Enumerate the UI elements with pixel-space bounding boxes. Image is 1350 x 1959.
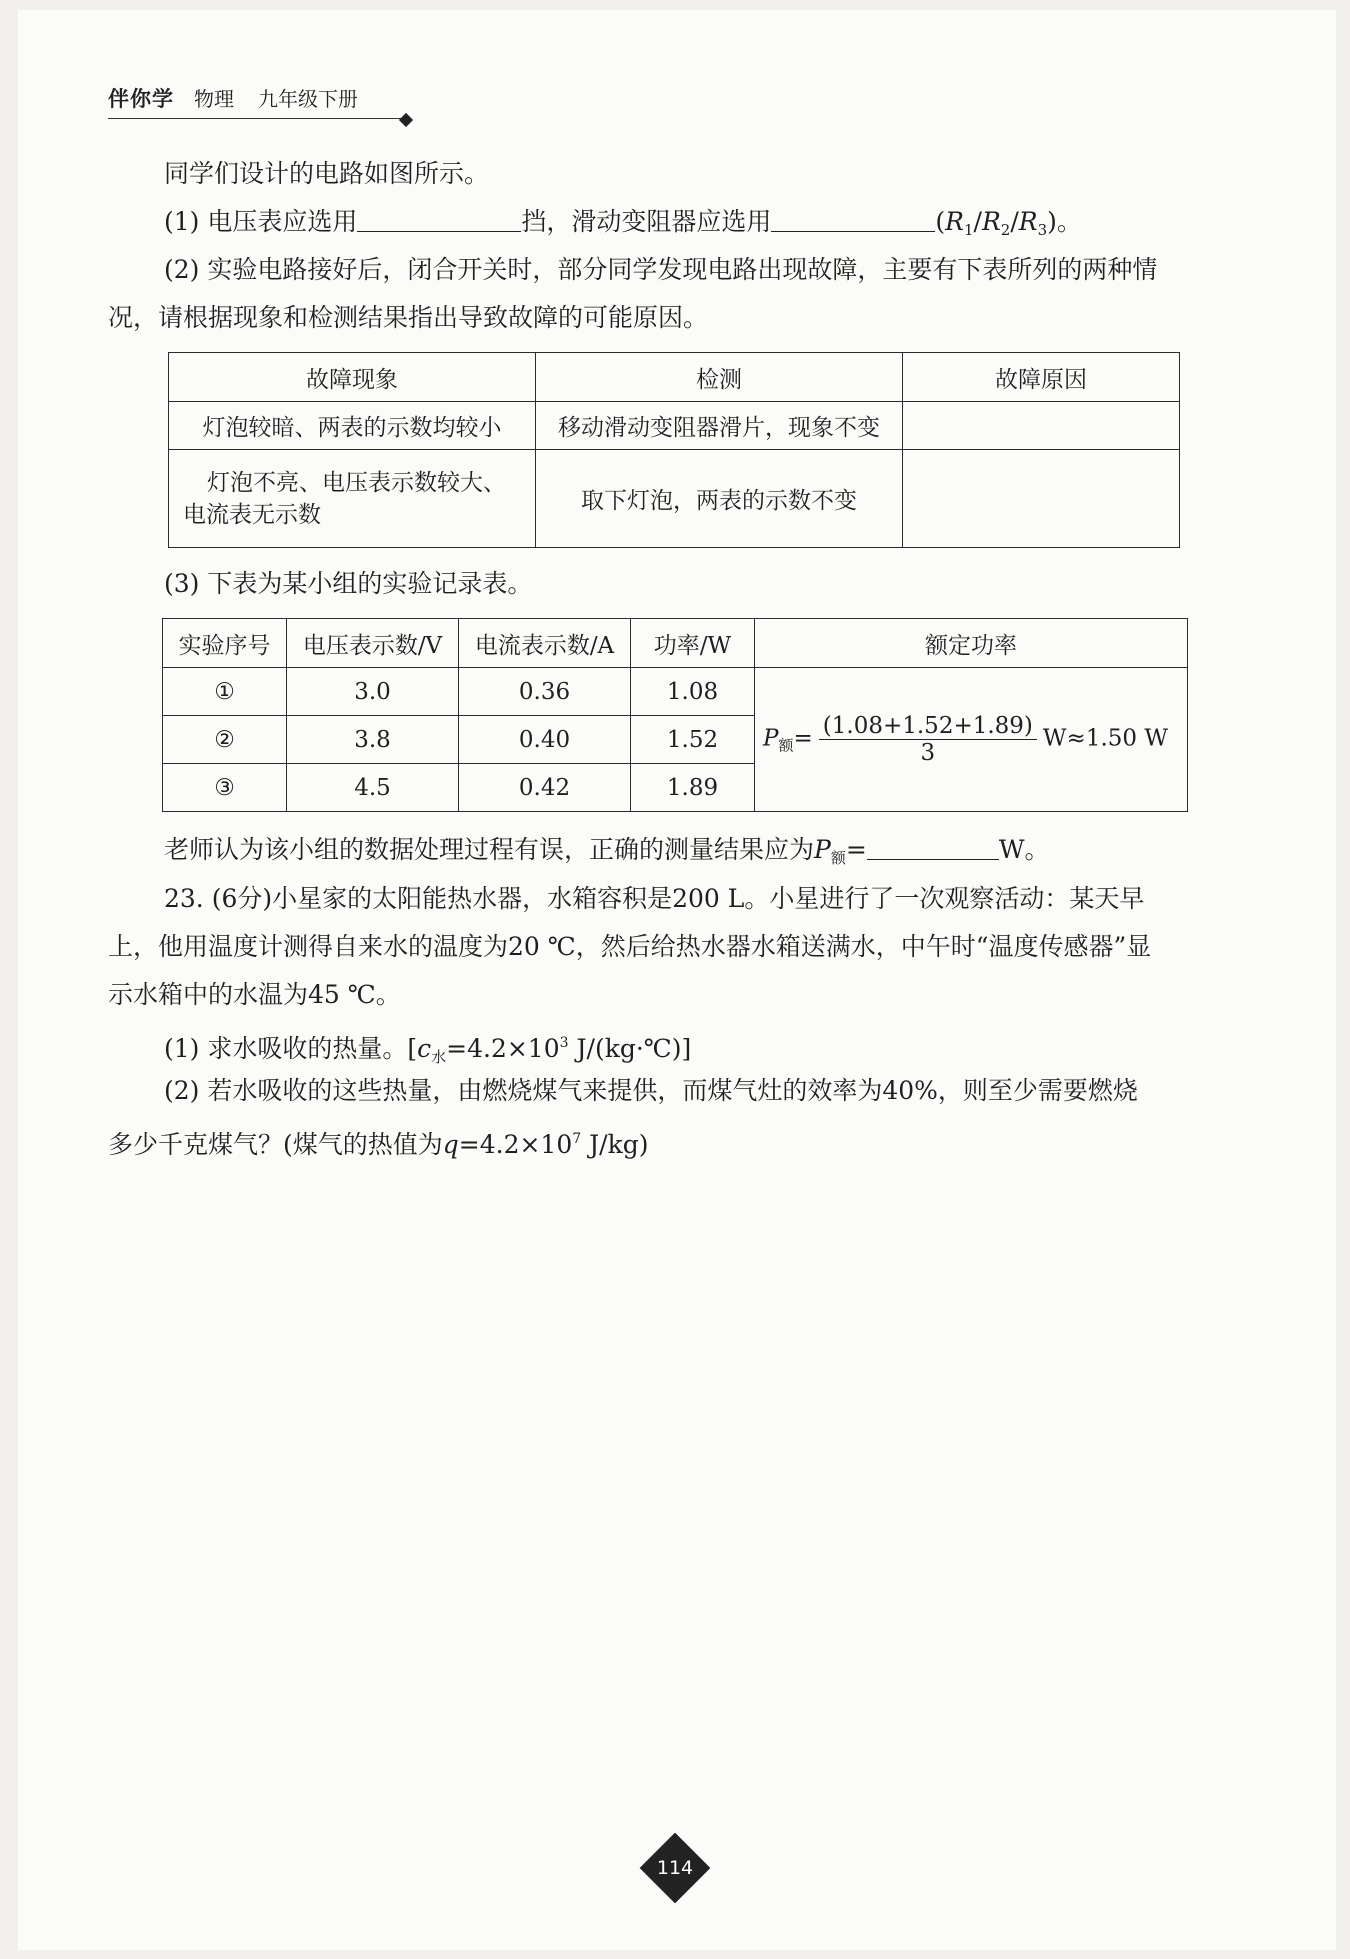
- question-3-2-line-1: (2) 实验电路接好后，闭合开关时，部分同学发现电路出现故障，主要有下表所列的两种情: [164, 255, 1158, 284]
- fault-check-2: 取下灯泡，两表的示数不变: [536, 450, 903, 548]
- fault-header-phenomenon: 故障现象: [169, 353, 536, 402]
- record-header-voltage: 电压表示数/V: [287, 619, 459, 668]
- rheostat-choice-blank[interactable]: [771, 207, 935, 232]
- record-voltage-1: 3.0: [287, 668, 459, 716]
- question-3-2-line-2: 况，请根据现象和检测结果指出导致故障的可能原因。: [108, 303, 709, 332]
- page-number: 114: [656, 1857, 694, 1879]
- intro-text: 同学们设计的电路如图所示。: [164, 159, 490, 188]
- record-header-power: 功率/W: [631, 619, 755, 668]
- table-row: [169, 402, 1180, 450]
- teacher-comment: 老师认为该小组的数据处理过程有误，正确的测量结果应为$P_额= W$。: [164, 835, 1050, 867]
- table-row: [163, 668, 1188, 716]
- running-header: [108, 84, 403, 119]
- fault-header-cause: 故障原因: [903, 353, 1180, 402]
- header-grade: 九年级下册: [258, 87, 358, 111]
- record-table: [162, 618, 1188, 812]
- rated-power-answer-blank[interactable]: [867, 835, 999, 860]
- question-3-3: (3) 下表为某小组的实验记录表。: [164, 569, 533, 598]
- fault-table: [168, 352, 1180, 548]
- rated-power-formula: $P_额=$ $\frac{(1.08+1.52+1.89)}{3}$ W≈1.50 W: [755, 668, 1188, 812]
- record-header-current: 电流表示数/A: [459, 619, 631, 668]
- record-trial-3: ③: [163, 764, 287, 812]
- page-number-badge: [640, 1833, 711, 1904]
- question-23-line-3: 示水箱中的水温为45 ℃。: [108, 980, 401, 1009]
- record-power-2: 1.52: [631, 716, 755, 764]
- question-3-1: (1) 电压表应选用 挡，滑动变阻器应选用 $(R_1/R_2/R_3)$。: [164, 207, 1082, 239]
- table-row: [169, 450, 1180, 548]
- record-current-2: 0.40: [459, 716, 631, 764]
- fault-phenomenon-1: 灯泡较暗、两表的示数均较小: [169, 402, 536, 450]
- record-power-3: 1.89: [631, 764, 755, 812]
- question-23-2-line-2: 多少千克煤气？(煤气的热值为$q=4.2\times 10^7$ J/kg): [108, 1130, 649, 1159]
- record-voltage-3: 4.5: [287, 764, 459, 812]
- record-current-1: 0.36: [459, 668, 631, 716]
- record-trial-2: ②: [163, 716, 287, 764]
- question-23-line-2: 上，他用温度计测得自来水的温度为20 ℃，然后给热水器水箱送满水，中午时“温度传感器”显: [108, 932, 1152, 961]
- record-power-1: 1.08: [631, 668, 755, 716]
- fault-cause-2-answer[interactable]: [903, 450, 1180, 548]
- voltmeter-range-blank[interactable]: [357, 207, 521, 232]
- question-23-1: (1) 求水吸收的热量。[$c_水=4.2\times 10^3$ J/(kg·℃)]: [164, 1034, 692, 1066]
- record-header-rated-power: 额定功率: [755, 619, 1188, 668]
- rated-power-fraction: $\frac{(1.08+1.52+1.89)}{3}$: [819, 713, 1037, 766]
- fault-check-1: 移动滑动变阻器滑片，现象不变: [536, 402, 903, 450]
- question-23-2-line-1: (2) 若水吸收的这些热量，由燃烧煤气来提供，而煤气灶的效率为40%，则至少需要燃烧: [164, 1076, 1138, 1105]
- fault-header-check: 检测: [536, 353, 903, 402]
- question-23-line-1: 23. (6分)小星家的太阳能热水器，水箱容积是200 L。小星进行了一次观察活动：某天早: [164, 884, 1145, 913]
- record-voltage-2: 3.8: [287, 716, 459, 764]
- header-subject: 物理: [194, 87, 234, 111]
- header-brand: 伴你学: [108, 87, 174, 111]
- record-trial-1: ①: [163, 668, 287, 716]
- record-current-3: 0.42: [459, 764, 631, 812]
- fault-table-header: [169, 353, 1180, 402]
- record-table-header: [163, 619, 1188, 668]
- fault-cause-1-answer[interactable]: [903, 402, 1180, 450]
- fault-phenomenon-2: 灯泡不亮、电压表示数较大、电流表无示数: [169, 450, 536, 548]
- record-header-trial: 实验序号: [163, 619, 287, 668]
